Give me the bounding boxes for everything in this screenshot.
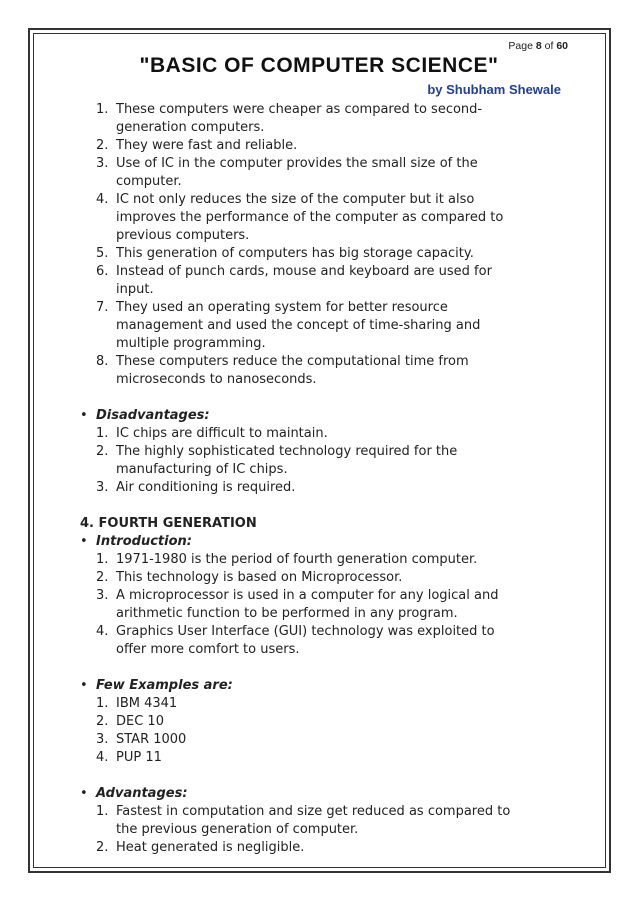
- list-item: [80, 479, 560, 497]
- list-item: [80, 425, 560, 443]
- list-item: [80, 137, 560, 155]
- list-item-number: 2.: [96, 138, 109, 153]
- list-item-number: 1.: [96, 426, 109, 441]
- list-item: [80, 245, 560, 263]
- bullet-icon: •: [80, 534, 88, 549]
- list-item-line: improves the performance of the computer as compared to: [116, 210, 504, 225]
- document-author: by Shubham Shewale: [427, 82, 561, 97]
- list-item-line: microseconds to nanoseconds.: [116, 372, 317, 387]
- list-item-line: management and used the concept of time-sharing and: [116, 318, 481, 333]
- fourth-generation-advantages-list: [80, 803, 560, 857]
- list-item-number: 4.: [96, 192, 109, 207]
- list-item-number: 1.: [96, 696, 109, 711]
- introduction-heading-text: Introduction:: [96, 534, 192, 549]
- examples-heading: [80, 677, 560, 695]
- list-item-number: 4.: [96, 624, 109, 639]
- list-item-number: 3.: [96, 588, 109, 603]
- disadvantages-list: [80, 425, 560, 497]
- list-item-line: They used an operating system for better resource: [116, 300, 448, 315]
- list-item-line: manufacturing of IC chips.: [116, 462, 288, 477]
- disadvantages-heading: [80, 407, 560, 425]
- list-item-line: IC chips are difficult to maintain.: [116, 426, 328, 441]
- page-number-total: 60: [556, 40, 568, 52]
- list-item-line: IC not only reduces the size of the computer but it also: [116, 192, 475, 207]
- list-item: [80, 101, 560, 137]
- list-item: [80, 803, 560, 839]
- introduction-list: [80, 551, 560, 659]
- list-item: [80, 551, 560, 569]
- fourth-generation-heading: 4. FOURTH GENERATION: [80, 516, 257, 531]
- list-item: [80, 191, 560, 245]
- page-number-prefix: Page: [508, 40, 533, 52]
- list-item: [80, 587, 560, 623]
- list-item-line: Air conditioning is required.: [116, 480, 296, 495]
- list-item: [80, 749, 560, 767]
- advantages-heading-text: Advantages:: [96, 786, 188, 801]
- list-item-line: These computers were cheaper as compared to second-: [116, 102, 483, 117]
- list-item: [80, 731, 560, 749]
- list-item-line: multiple programming.: [116, 336, 266, 351]
- list-item: [80, 443, 560, 479]
- list-item-line: arithmetic function to be performed in any program.: [116, 606, 458, 621]
- advantages-heading: [80, 785, 560, 803]
- list-item-line: previous computers.: [116, 228, 250, 243]
- bullet-icon: •: [80, 408, 88, 423]
- list-item-number: 2.: [96, 570, 109, 585]
- list-item: [80, 569, 560, 587]
- list-item-number: 3.: [96, 156, 109, 171]
- bullet-icon: •: [80, 678, 88, 693]
- list-item: [80, 155, 560, 191]
- list-item-number: 1.: [96, 552, 109, 567]
- list-item: [80, 623, 560, 659]
- bullet-icon: •: [80, 786, 88, 801]
- list-item-line: DEC 10: [116, 714, 164, 729]
- list-item-line: Instead of punch cards, mouse and keyboard are used for: [116, 264, 492, 279]
- list-item-line: Fastest in computation and size get reduced as compared to: [116, 804, 511, 819]
- list-item-line: input.: [116, 282, 154, 297]
- list-item-line: IBM 4341: [116, 696, 178, 711]
- list-item-line: PUP 11: [116, 750, 162, 765]
- list-item-line: These computers reduce the computational time from: [116, 354, 469, 369]
- page-number-of: of: [544, 40, 554, 52]
- list-item-number: 6.: [96, 264, 109, 279]
- list-item: [80, 299, 560, 353]
- examples-list: [80, 695, 560, 767]
- list-item-number: 7.: [96, 300, 109, 315]
- list-item-number: 1.: [96, 102, 109, 117]
- list-item-number: 3.: [96, 480, 109, 495]
- list-item-line: STAR 1000: [116, 732, 187, 747]
- list-item-line: The highly sophisticated technology required for the: [116, 444, 458, 459]
- list-item-line: They were fast and reliable.: [116, 138, 298, 153]
- list-item: [80, 713, 560, 731]
- examples-heading-text: Few Examples are:: [96, 678, 233, 693]
- list-item-line: computer.: [116, 174, 182, 189]
- list-item-number: 3.: [96, 732, 109, 747]
- list-item-number: 4.: [96, 750, 109, 765]
- document-title: "BASIC OF COMPUTER SCIENCE": [139, 54, 499, 77]
- page-number: [508, 40, 568, 52]
- list-item-line: generation computers.: [116, 120, 265, 135]
- list-item: [80, 695, 560, 713]
- list-item-line: Graphics User Interface (GUI) technology was exploited to: [116, 624, 495, 639]
- list-item-line: A microprocessor is used in a computer for any logical and: [116, 588, 499, 603]
- list-item-number: 5.: [96, 246, 109, 261]
- list-item: [80, 839, 560, 857]
- list-item: [80, 263, 560, 299]
- list-item: [80, 353, 560, 389]
- disadvantages-heading-text: Disadvantages:: [96, 408, 210, 423]
- list-item-line: Use of IC in the computer provides the small size of the: [116, 156, 478, 171]
- list-item-number: 2.: [96, 444, 109, 459]
- list-item-number: 8.: [96, 354, 109, 369]
- list-item-line: 1971-1980 is the period of fourth generation computer.: [116, 552, 478, 567]
- list-item-line: Heat generated is negligible.: [116, 840, 305, 855]
- list-item-number: 1.: [96, 804, 109, 819]
- list-item-line: offer more comfort to users.: [116, 642, 300, 657]
- list-item-line: This generation of computers has big storage capacity.: [116, 246, 474, 261]
- introduction-heading: [80, 533, 560, 551]
- list-item-line: the previous generation of computer.: [116, 822, 359, 837]
- list-item-number: 2.: [96, 714, 109, 729]
- list-item-line: This technology is based on Microprocessor.: [116, 570, 403, 585]
- page-content: [80, 101, 560, 857]
- page-number-current: 8: [535, 40, 542, 52]
- third-generation-advantages-list: [80, 101, 560, 389]
- list-item-number: 2.: [96, 840, 109, 855]
